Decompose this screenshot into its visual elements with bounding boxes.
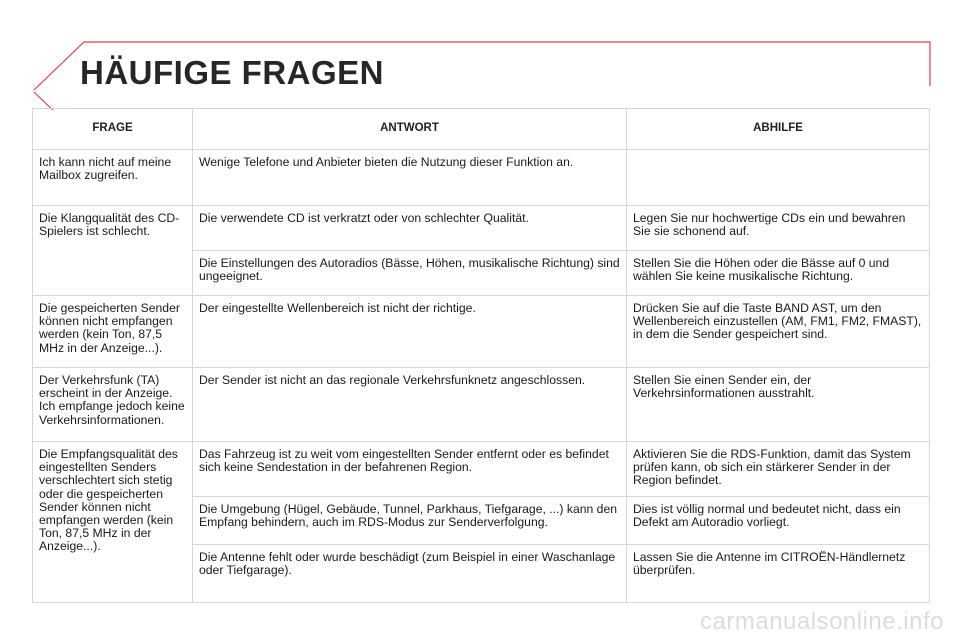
table-header-row: [33, 109, 930, 150]
column-header-frage: FRAGE: [33, 109, 193, 150]
faq-table: [32, 108, 930, 603]
answer-cell: Die Einstellungen des Autoradios (Bässe, Höhen, musikalische Richtung) sind ungeeignet.: [193, 251, 627, 296]
remedy-cell: Stellen Sie einen Sender ein, der Verkehrsinformationen ausstrahlt.: [627, 368, 930, 442]
answer-cell: Der eingestellte Wellenbereich ist nicht der richtige.: [193, 296, 627, 368]
question-cell: Die Klangqualität des CD-Spielers ist schlecht.: [33, 206, 193, 296]
column-header-antwort: ANTWORT: [193, 109, 627, 150]
table-row: [33, 442, 930, 497]
remedy-cell: Drücken Sie auf die Taste BAND AST, um den Wellenbereich einzustellen (AM, FM1, FM2, FMAST), in dem die Sender gespeichert sind.: [627, 296, 930, 368]
table-row: [33, 296, 930, 368]
question-cell: Der Verkehrsfunk (TA) erscheint in der Anzeige. Ich empfange jedoch keine Verkehrsinformationen.: [33, 368, 193, 442]
column-header-abhilfe: ABHILFE: [627, 109, 930, 150]
table-row: [33, 206, 930, 251]
remedy-cell: Lassen Sie die Antenne im CITROËN-Händlernetz überprüfen.: [627, 545, 930, 603]
page-title: HÄUFIGE FRAGEN: [80, 54, 384, 91]
question-cell: Ich kann nicht auf meine Mailbox zugreifen.: [33, 150, 193, 206]
table-row: [33, 368, 930, 442]
table-row: [33, 150, 930, 206]
page-header: [0, 0, 960, 110]
answer-cell: Die verwendete CD ist verkratzt oder von schlechter Qualität.: [193, 206, 627, 251]
answer-cell: Der Sender ist nicht an das regionale Verkehrsfunknetz angeschlossen.: [193, 368, 627, 442]
answer-cell: Die Antenne fehlt oder wurde beschädigt (zum Beispiel in einer Waschanlage oder Tiefgarage).: [193, 545, 627, 603]
answer-cell: Wenige Telefone und Anbieter bieten die Nutzung dieser Funktion an.: [193, 150, 627, 206]
question-cell: Die gespeicherten Sender können nicht empfangen werden (kein Ton, 87,5 MHz in der Anzeige...).: [33, 296, 193, 368]
remedy-cell: Aktivieren Sie die RDS-Funktion, damit das System prüfen kann, ob sich ein stärkerer Sender in der Region befindet.: [627, 442, 930, 497]
answer-cell: Das Fahrzeug ist zu weit vom eingestellten Sender entfernt oder es befindet sich keine Sendestation in der befahrenen Region.: [193, 442, 627, 497]
watermark-text: carmanualsonline.info: [700, 608, 944, 635]
remedy-cell: [627, 150, 930, 206]
remedy-cell: Stellen Sie die Höhen oder die Bässe auf 0 und wählen Sie keine musikalische Richtung.: [627, 251, 930, 296]
remedy-cell: Dies ist völlig normal und bedeutet nicht, dass ein Defekt am Autoradio vorliegt.: [627, 497, 930, 545]
answer-cell: Die Umgebung (Hügel, Gebäude, Tunnel, Parkhaus, Tiefgarage, ...) kann den Empfang behindern, auch im RDS-Modus zur Senderverfolgung.: [193, 497, 627, 545]
question-cell: Die Empfangsqualität des eingestellten Senders verschlechtert sich stetig oder die gespeicherten Sender können nicht empfangen werden (kein Ton, 87,5 MHz in der Anzeige...).: [33, 442, 193, 603]
remedy-cell: Legen Sie nur hochwertige CDs ein und bewahren Sie sie schonend auf.: [627, 206, 930, 251]
